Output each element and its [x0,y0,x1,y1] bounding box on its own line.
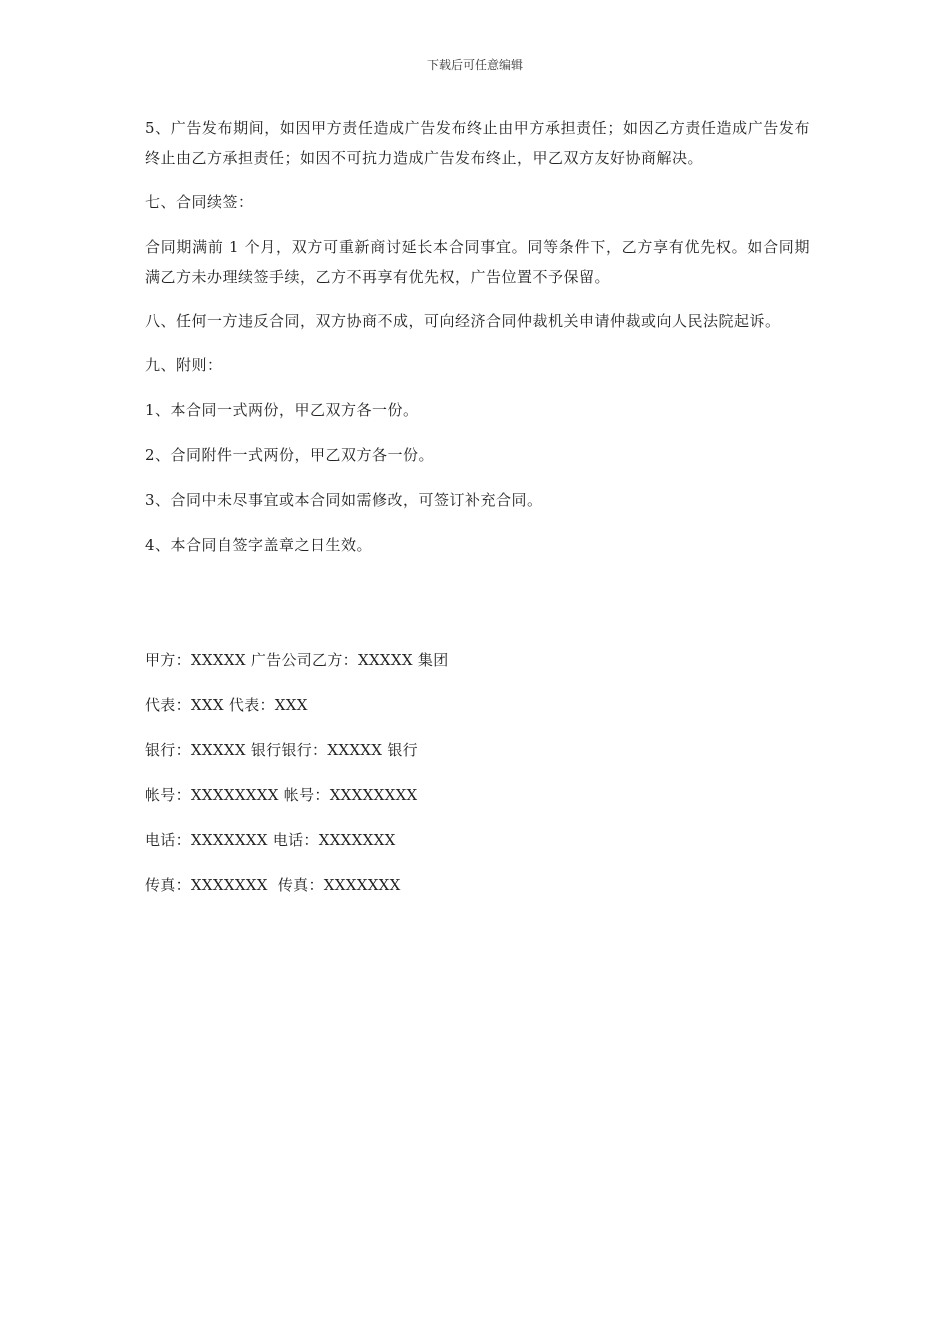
phones-line: 电话：XXXXXXX 电话：XXXXXXX [145,831,396,849]
banks-line: 银行：XXXXX 银行银行：XXXXX 银行 [145,741,418,759]
clause-5-termination: 5、广告发布期间，如因甲方责任造成广告发布终止由甲方承担责任；如因乙方责任造成广告发布终止由乙方承担责任；如因不可抗力造成广告发布终止，甲乙双方友好协商解决。 [145,119,810,167]
section-7-heading: 七、合同续签： [145,193,254,211]
representatives-line: 代表：XXX 代表：XXX [145,696,308,714]
header-note: 下载后可任意编辑 [426,58,523,72]
appendix-clause-4: 4、本合同自签字盖章之日生效。 [145,536,373,554]
appendix-clause-1: 1、本合同一式两份，甲乙双方各一份。 [145,401,419,419]
renewal-clause: 合同期满前 1 个月，双方可重新商讨延长本合同事宜。同等条件下，乙方享有优先权。如合同期满乙方未办理续签手续，乙方不再享有优先权，广告位置不予保留。 [145,238,810,286]
contract-body [145,113,810,575]
faxes-line: 传真：XXXXXXX 传真：XXXXXXX [145,876,401,894]
section-9-heading: 九、附则： [145,356,223,374]
section-8-dispute: 八、任何一方违反合同，双方协商不成，可向经济合同仲裁机关申请仲裁或向人民法院起诉。 [145,312,781,330]
parties-line: 甲方：XXXXX 广告公司乙方：XXXXX 集团 [145,651,449,669]
accounts-line: 帐号：XXXXXXXX 帐号：XXXXXXXX [145,786,418,804]
signature-block [145,645,810,915]
appendix-clause-2: 2、合同附件一式两份，甲乙双方各一份。 [145,446,435,464]
appendix-clause-3: 3、合同中未尽事宜或本合同如需修改，可签订补充合同。 [145,491,543,509]
